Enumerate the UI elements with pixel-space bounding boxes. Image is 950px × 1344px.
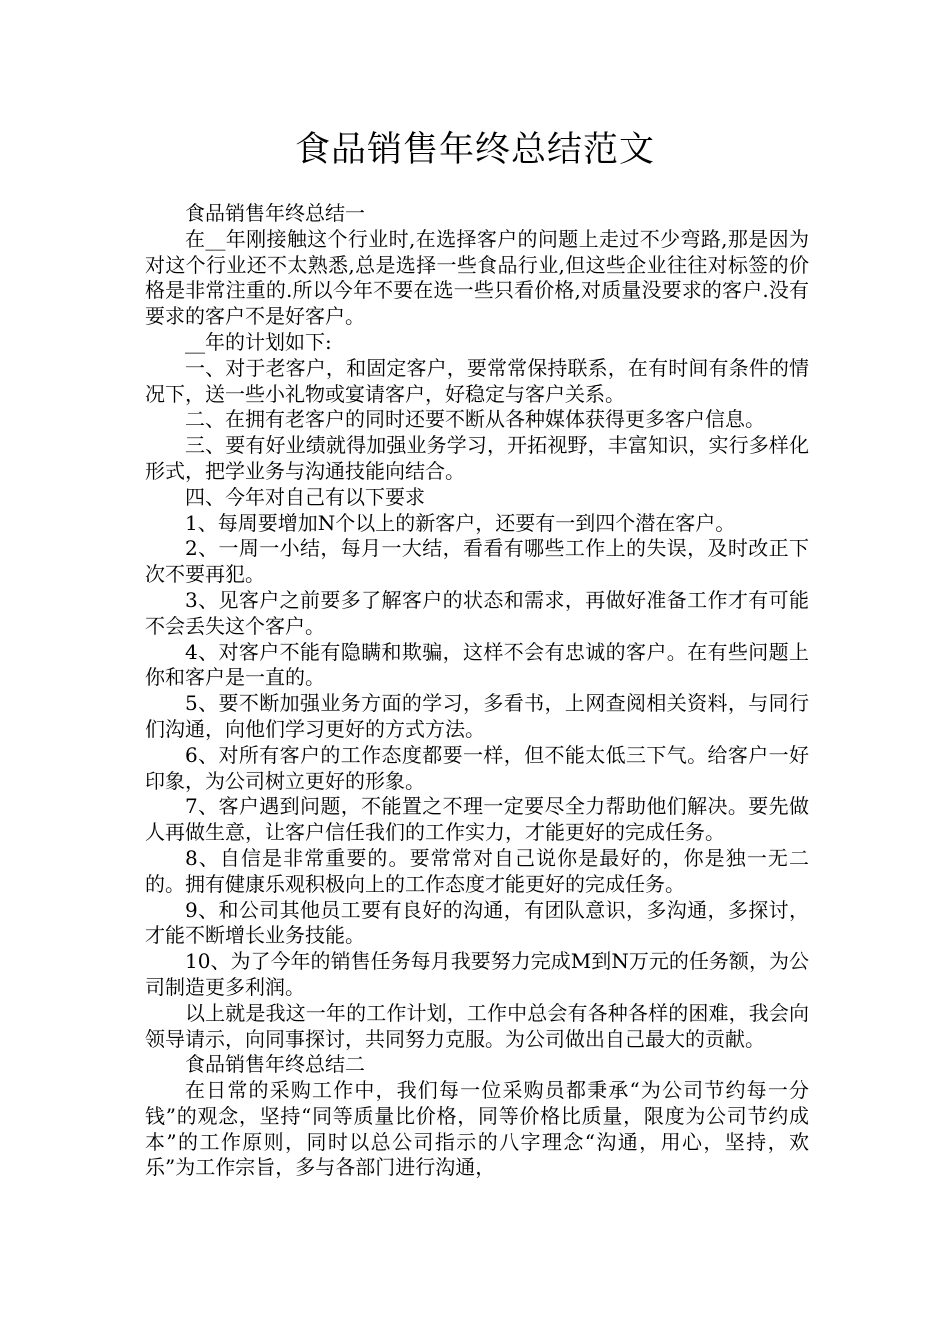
list-item: 5、要不断加强业务方面的学习，多看书，上网查阅相关资料，与同行们沟通，向他们学习更好的方式方法。: [145, 691, 809, 741]
list-item: 1、每周要增加N个以上的新客户，还要有一到四个潜在客户。: [185, 510, 736, 535]
document-body: [145, 201, 809, 1181]
paragraph: 以上就是我这一年的工作计划，工作中总会有各种各样的困难，我会向领导请示，向同事探讨，共同努力克服。为公司做出自己最大的贡献。: [145, 1000, 809, 1051]
paragraph: 在__年刚接触这个行业时,在选择客户的问题上走过不少弯路,那是因为对这个行业还不太熟悉,总是选择一些食品行业,但这些企业往往对标签的价格是非常注重的.所以今年不要在选一些只看价格,对质量没要求的客户.没有要求的客户不是好客户。: [145, 226, 809, 329]
paragraph: 四、今年对自己有以下要求: [185, 484, 425, 509]
list-item: 8、自信是非常重要的。要常常对自己说你是最好的，你是独一无二的。拥有健康乐观积极向上的工作态度才能更好的完成任务。: [145, 845, 809, 896]
plan-heading: __年的计划如下:: [185, 329, 332, 354]
list-item: 4、对客户不能有隐瞒和欺骗，这样不会有忠诚的客户。在有些问题上你和客户是一直的。: [145, 639, 809, 690]
paragraph: 一、对于老客户，和固定客户，要常常保持联系，在有时间有条件的情况下，送一些小礼物或宴请客户，好稳定与客户关系。: [145, 355, 809, 406]
list-item: 7、客户遇到问题，不能置之不理一定要尽全力帮助他们解决。要先做人再做生意，让客户信任我们的工作实力，才能更好的完成任务。: [145, 794, 809, 845]
list-item: 6、对所有客户的工作态度都要一样，但不能太低三下气。给客户一好印象，为公司树立更好的形象。: [145, 742, 809, 793]
paragraph: 在日常的采购工作中，我们每一位采购员都秉承“为公司节约每一分钱”的观念，坚持“同等质量比价格，同等价格比质量，限度为公司节约成本”的工作原则，同时以总公司指示的八字理念“沟通，用心，坚持，欢乐”为工作宗旨，多与各部门进行沟通，: [145, 1078, 809, 1180]
paragraph: 三、要有好业绩就得加强业务学习，开拓视野，丰富知识，实行多样化形式，把学业务与沟通技能向结合。: [145, 433, 809, 483]
list-item: 2、一周一小结，每月一大结，看看有哪些工作上的失误，及时改正下次不要再犯。: [145, 536, 809, 587]
document-title: 食品销售年终总结范文: [294, 130, 655, 170]
section-heading-1: 食品销售年终总结一: [185, 201, 365, 225]
list-item: 9、和公司其他员工要有良好的沟通，有团队意识，多沟通，多探讨，才能不断增长业务技能。: [145, 897, 809, 948]
list-item: 10、为了今年的销售任务每月我要努力完成M到N万元的任务额，为公司制造更多利润。: [145, 949, 809, 999]
paragraph: 二、在拥有老客户的同时还要不断从各种媒体获得更多客户信息。: [185, 407, 765, 432]
section-heading-2: 食品销售年终总结二: [185, 1052, 365, 1077]
list-item: 3、见客户之前要多了解客户的状态和需求，再做好准备工作才有可能不会丢失这个客户。: [145, 587, 809, 638]
